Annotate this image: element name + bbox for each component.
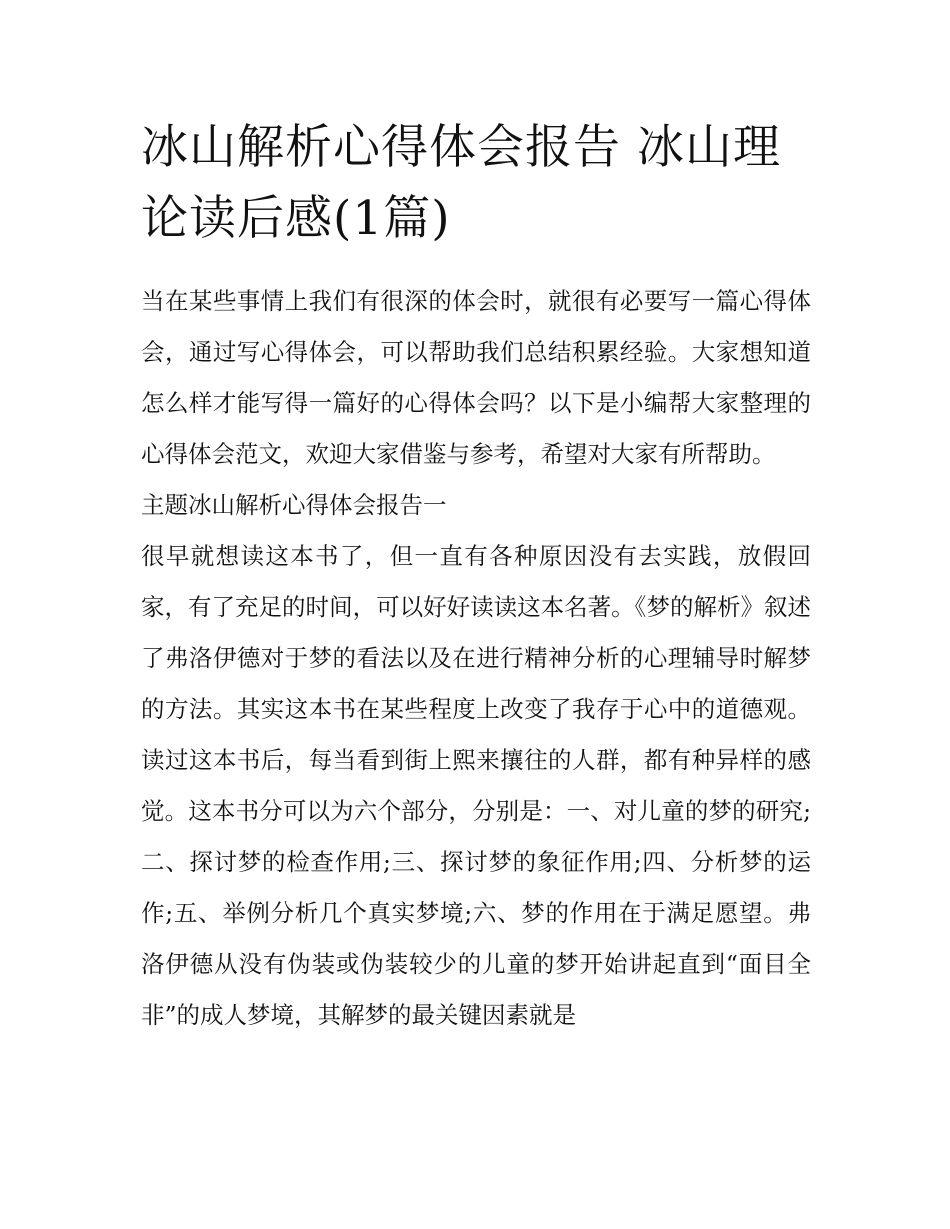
section-heading: 主题冰山解析心得体会报告一: [141, 491, 447, 519]
body-paragraph: 很早就想读这本书了，但一直有各种原因没有去实践，放假回家，有了充足的时间，可以好好读读这本名著。《梦的解析》叙述了弗洛伊德对于梦的看法以及在进行精神分析的心理辅导时解梦的方法。其实这本书在某些程度上改变了我存于心中的道德观。读过这本书后，每当看到街上熙来攘往的人群，都有种异样的感觉。这本书分可以为六个部分，分别是：一、对儿童的梦的研究;二、探讨梦的检查作用;三、探讨梦的象征作用;四、分析梦的运作;五、举例分析几个真实梦境;六、梦的作用在于满足愿望。弗洛伊德从没有伪装或伪装较少的儿童的梦开始讲起直到“面目全非”的成人梦境，其解梦的最关键因素就是: [141, 542, 811, 1029]
document-body: [141, 276, 811, 1041]
document-title: 冰山解析心得体会报告 冰山理论读后感(1篇): [141, 120, 781, 246]
intro-paragraph: 当在某些事情上我们有很深的体会时，就很有必要写一篇心得体会，通过写心得体会，可以帮助我们总结积累经验。大家想知道怎么样才能写得一篇好的心得体会吗？以下是小编帮大家整理的心得体会范文，欢迎大家借鉴与参考，希望对大家有所帮助。: [141, 287, 811, 468]
